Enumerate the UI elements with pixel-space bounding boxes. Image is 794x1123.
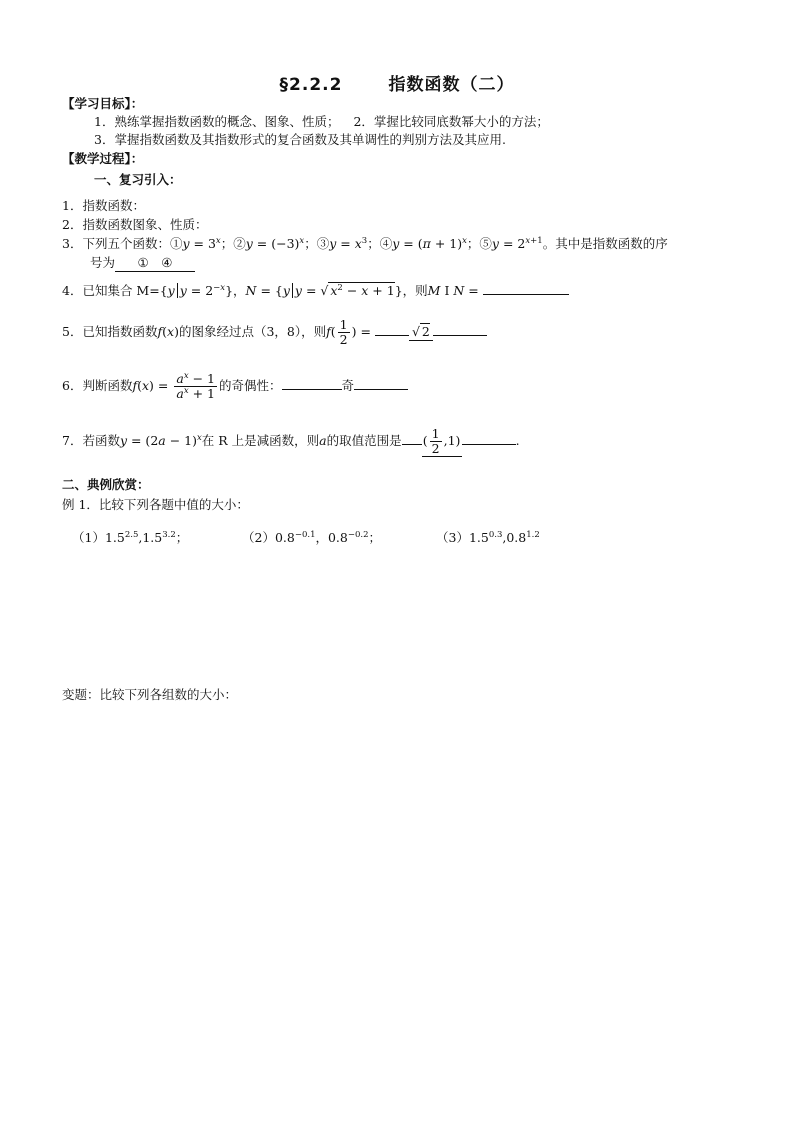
page-title [0,70,794,95]
example-intro: 例 1．比较下列各题中值的大小： [62,497,249,512]
review-q1: 1．指数函数： [62,198,145,213]
review-heading: 一、复习引入： [94,172,182,187]
variant-heading: 变题：比较下列各组数的大小： [62,687,238,702]
section-number: §2.2.2 [279,75,343,95]
q7-mid2: 的取值范围是 [326,433,402,448]
goal-2: 2．掌握比较同底数幂大小的方法； [353,114,549,129]
q3-line2-label: 号为 [90,255,116,270]
examples-heading: 二、典例欣赏： [62,477,150,492]
q3-suffix: 。其中是指数函数的序 [542,236,668,251]
q4-prefix: 4．已知集合 M= [62,283,160,298]
example-part-3: $(3)1.5^{0.3},0.8^{1.2}$ [436,529,540,545]
q6-answer: 奇 [341,378,355,393]
q7-mid: 在 R 上是减函数，则 [201,433,320,448]
goal-line-1 [94,114,549,130]
review-q7: 7．若函数$y = (2a - 1)^x$在 R 上是减函数，则a的取值范围是 ( $\frac{1}{2}$ ,1) . [62,426,520,456]
q6-prefix: 6．判断函数 [62,378,133,393]
process-heading: 【教学过程】： [62,151,144,166]
review-q5: 5．已知指数函数f(x)的图象经过点（3，8），则f( $\frac{1}{2}$ ) = √ 2 [62,318,487,347]
q6-mid: 的奇偶性： [218,378,282,393]
goal-3: 3．掌握指数函数及其指数形式的复合函数及其单调性的判别方法及其应用. [94,132,506,147]
goal-1: 1．熟练掌握指数函数的概念、图象、性质； [94,114,340,129]
example-part-2: $(2)0.8^{-0.1}$，$0.8^{-0.2}$； [242,529,382,545]
review-q3: 3．下列五个函数：①y = $3^x$；②y = $(-3)^x$；③y = $x^3$；④y = $(\pi + 1)^x$；⑤y = $2^{x+1}$。其中是指数函数的序 [62,235,668,251]
goals-heading: 【学习目标】： [62,96,144,111]
q4-suffix: ，则 [402,283,428,298]
part-3-label: （3） [436,530,469,545]
q5-prefix: 5．已知指数函数 [62,324,158,339]
review-q2: 2．指数函数图象、性质： [62,217,208,232]
part-1-label: （1） [72,530,105,545]
example-part-1: $(1)1.5^{2.5},1.5^{3.2}$； [72,529,189,545]
review-q6: 6．判断函数f(x) = $\frac{a^x - 1}{a^x + 1}$ 的奇偶性： 奇 [62,372,408,401]
part-2-label: （2） [242,530,275,545]
q7-prefix: 7．若函数 [62,433,120,448]
q3-prefix: 3．下列五个函数： [62,236,170,251]
review-q4: 4．已知集合 M={y $y = 2^{-x}$}，N = {y y = √ $x^2 - x + 1$}，则M I N = [62,281,569,299]
review-q3-line2 [90,255,195,272]
section-name: 指数函数（二） [388,75,515,95]
q5-mid: 的图象经过点（3，8），则 [178,324,327,339]
q3-answer: ① ④ [115,255,195,272]
